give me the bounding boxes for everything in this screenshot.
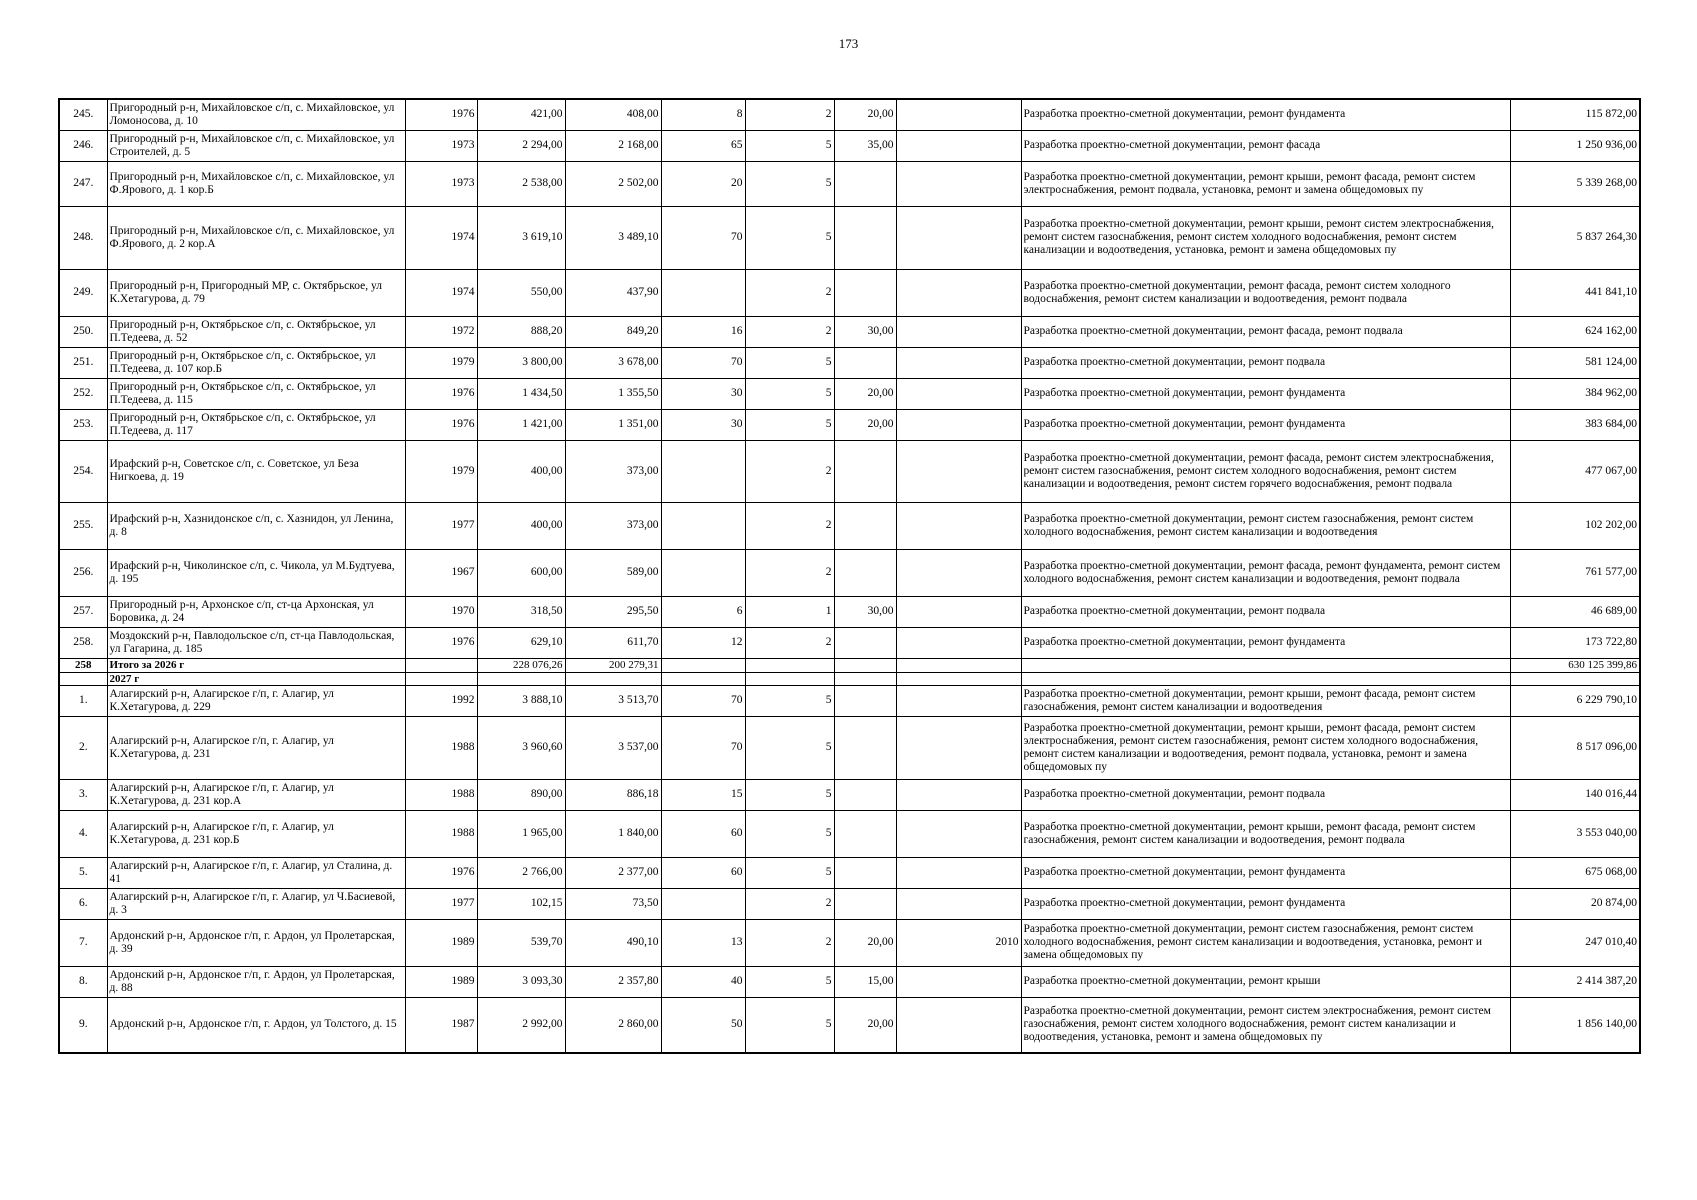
floors-cell: 2 — [745, 888, 834, 919]
overhaul-year-cell — [896, 685, 1021, 716]
area-total-cell: 3 093,30 — [477, 966, 565, 997]
cost-cell: 102 202,00 — [1510, 502, 1640, 549]
residents-cell: 65 — [661, 130, 745, 161]
area-living-cell: 3 678,00 — [565, 347, 661, 378]
residents-cell: 40 — [661, 966, 745, 997]
overhaul-year-cell — [896, 269, 1021, 316]
table-row — [59, 919, 1640, 966]
area-living-cell: 2 377,00 — [565, 857, 661, 888]
year-cell: 1979 — [405, 347, 477, 378]
year-cell: 1987 — [405, 997, 477, 1053]
year-header: 2027 г — [107, 672, 405, 685]
works-cell: Разработка проектно-сметной документации, ремонт систем газоснабжения, ремонт систем холодного водоснабжения, ремонт систем канализации и водоотведения — [1021, 502, 1510, 549]
table-row — [59, 997, 1640, 1053]
area-living-cell: 373,00 — [565, 440, 661, 502]
address-cell: Алагирский р-н, Алагирское г/п, г. Алагир, ул Сталина, д. 41 — [107, 857, 405, 888]
table-row — [59, 888, 1640, 919]
address-cell: Пригородный р-н, Михайловское с/п, с. Михайловское, ул Ф.Ярового, д. 2 кор.А — [107, 206, 405, 269]
residents-cell: 70 — [661, 347, 745, 378]
table-row — [59, 269, 1640, 316]
cost-cell: 115 872,00 — [1510, 99, 1640, 130]
overhaul-year-cell — [896, 810, 1021, 857]
area-living-cell: 1 840,00 — [565, 810, 661, 857]
address-cell: Алагирский р-н, Алагирское г/п, г. Алагир, ул К.Хетагурова, д. 231 кор.А — [107, 779, 405, 810]
total-label: Итого за 2026 г — [107, 658, 405, 672]
table-row — [59, 409, 1640, 440]
area-total-cell: 400,00 — [477, 502, 565, 549]
address-cell: Пригородный р-н, Архонское с/п, ст-ца Архонская, ул Боровика, д. 24 — [107, 596, 405, 627]
overhaul-year-cell — [896, 997, 1021, 1053]
area-total-cell: 550,00 — [477, 269, 565, 316]
area-total-cell: 3 888,10 — [477, 685, 565, 716]
residents-cell: 70 — [661, 716, 745, 779]
area-living-cell: 295,50 — [565, 596, 661, 627]
year-cell: 1976 — [405, 99, 477, 130]
area-total-cell: 890,00 — [477, 779, 565, 810]
year-cell: 1988 — [405, 716, 477, 779]
wear-cell: 35,00 — [834, 130, 896, 161]
area-total-cell: 3 800,00 — [477, 347, 565, 378]
area-total-cell: 2 538,00 — [477, 161, 565, 206]
row-number: 252. — [59, 378, 107, 409]
year-cell: 1973 — [405, 130, 477, 161]
works-cell: Разработка проектно-сметной документации, ремонт крыши, ремонт фасада, ремонт систем электроснабжения, ремонт подвала, установка, ремонт и замена общедомовых пу — [1021, 161, 1510, 206]
address-cell: Алагирский р-н, Алагирское г/п, г. Алагир, ул К.Хетагурова, д. 229 — [107, 685, 405, 716]
overhaul-year-cell — [896, 130, 1021, 161]
overhaul-year-cell — [896, 409, 1021, 440]
row-number: 8. — [59, 966, 107, 997]
works-cell: Разработка проектно-сметной документации, ремонт фасада, ремонт подвала — [1021, 316, 1510, 347]
row-number: 247. — [59, 161, 107, 206]
residents-cell: 20 — [661, 161, 745, 206]
wear-cell: 20,00 — [834, 409, 896, 440]
works-cell: Разработка проектно-сметной документации, ремонт фундамента — [1021, 99, 1510, 130]
residents-cell: 13 — [661, 919, 745, 966]
wear-cell — [834, 888, 896, 919]
year-cell: 1989 — [405, 966, 477, 997]
address-cell: Алагирский р-н, Алагирское г/п, г. Алагир, ул К.Хетагурова, д. 231 — [107, 716, 405, 779]
overhaul-year-cell — [896, 596, 1021, 627]
area-living-cell: 437,90 — [565, 269, 661, 316]
overhaul-year-cell — [896, 440, 1021, 502]
table-row — [59, 347, 1640, 378]
area-living-cell: 373,00 — [565, 502, 661, 549]
row-number: 4. — [59, 810, 107, 857]
cost-cell: 46 689,00 — [1510, 596, 1640, 627]
area-total-cell: 400,00 — [477, 440, 565, 502]
row-number: 256. — [59, 549, 107, 596]
area-total-cell: 421,00 — [477, 99, 565, 130]
address-cell: Пригородный р-н, Октябрьское с/п, с. Октябрьское, ул П.Тедеева, д. 117 — [107, 409, 405, 440]
floors-cell: 5 — [745, 161, 834, 206]
wear-cell — [834, 716, 896, 779]
area-living-cell: 2 860,00 — [565, 997, 661, 1053]
cost-cell: 3 553 040,00 — [1510, 810, 1640, 857]
address-cell: Пригородный р-н, Октябрьское с/п, с. Октябрьское, ул П.Тедеева, д. 107 кор.Б — [107, 347, 405, 378]
area-total-cell: 600,00 — [477, 549, 565, 596]
table-row — [59, 130, 1640, 161]
area-total-cell: 2 294,00 — [477, 130, 565, 161]
table-row — [59, 779, 1640, 810]
area-living-cell: 589,00 — [565, 549, 661, 596]
residents-cell: 50 — [661, 997, 745, 1053]
area-living-cell: 2 502,00 — [565, 161, 661, 206]
table-row — [59, 161, 1640, 206]
area-living-cell: 3 489,10 — [565, 206, 661, 269]
row-number: 3. — [59, 779, 107, 810]
year-cell: 1974 — [405, 269, 477, 316]
cost-cell: 477 067,00 — [1510, 440, 1640, 502]
cost-cell: 441 841,10 — [1510, 269, 1640, 316]
year-cell: 1988 — [405, 810, 477, 857]
table-row — [59, 627, 1640, 658]
row-number: 6. — [59, 888, 107, 919]
area-living-cell: 2 357,80 — [565, 966, 661, 997]
address-cell: Пригородный р-н, Михайловское с/п, с. Михайловское, ул Ломоносова, д. 10 — [107, 99, 405, 130]
cost-cell: 5 837 264,30 — [1510, 206, 1640, 269]
wear-cell: 30,00 — [834, 316, 896, 347]
residents-cell: 12 — [661, 627, 745, 658]
cost-cell: 2 414 387,20 — [1510, 966, 1640, 997]
area-living-cell: 73,50 — [565, 888, 661, 919]
works-cell: Разработка проектно-сметной документации, ремонт фундамента — [1021, 409, 1510, 440]
wear-cell: 30,00 — [834, 596, 896, 627]
works-cell: Разработка проектно-сметной документации, ремонт подвала — [1021, 347, 1510, 378]
area-living-cell: 490,10 — [565, 919, 661, 966]
wear-cell — [834, 347, 896, 378]
overhaul-year-cell — [896, 161, 1021, 206]
floors-cell: 2 — [745, 440, 834, 502]
overhaul-year-cell — [896, 966, 1021, 997]
table-row — [59, 502, 1640, 549]
area-living-cell: 3 537,00 — [565, 716, 661, 779]
table-row — [59, 440, 1640, 502]
area-total-cell: 1 421,00 — [477, 409, 565, 440]
total-number: 258 — [59, 658, 107, 672]
year-cell: 1970 — [405, 596, 477, 627]
cost-cell: 581 124,00 — [1510, 347, 1640, 378]
works-cell: Разработка проектно-сметной документации, ремонт крыши — [1021, 966, 1510, 997]
wear-cell: 20,00 — [834, 99, 896, 130]
area-living-cell: 849,20 — [565, 316, 661, 347]
floors-cell: 2 — [745, 502, 834, 549]
year-cell: 1974 — [405, 206, 477, 269]
year-cell: 1977 — [405, 888, 477, 919]
address-cell: Пригородный р-н, Михайловское с/п, с. Михайловское, ул Ф.Ярового, д. 1 кор.Б — [107, 161, 405, 206]
works-cell: Разработка проектно-сметной документации, ремонт фасада — [1021, 130, 1510, 161]
year-header-row — [59, 672, 1640, 685]
total-cost: 630 125 399,86 — [1510, 658, 1640, 672]
year-cell: 1976 — [405, 378, 477, 409]
overhaul-year-cell — [896, 502, 1021, 549]
floors-cell: 5 — [745, 716, 834, 779]
area-total-cell: 539,70 — [477, 919, 565, 966]
address-cell: Пригородный р-н, Михайловское с/п, с. Михайловское, ул Строителей, д. 5 — [107, 130, 405, 161]
row-number: 257. — [59, 596, 107, 627]
area-total-cell: 629,10 — [477, 627, 565, 658]
cost-cell: 6 229 790,10 — [1510, 685, 1640, 716]
floors-cell: 5 — [745, 130, 834, 161]
wear-cell — [834, 810, 896, 857]
area-total-cell: 2 992,00 — [477, 997, 565, 1053]
year-cell: 1973 — [405, 161, 477, 206]
works-cell: Разработка проектно-сметной документации, ремонт фундамента — [1021, 857, 1510, 888]
year-cell: 1989 — [405, 919, 477, 966]
overhaul-year-cell — [896, 347, 1021, 378]
area-living-cell: 611,70 — [565, 627, 661, 658]
wear-cell — [834, 502, 896, 549]
row-number: 2. — [59, 716, 107, 779]
row-number: 251. — [59, 347, 107, 378]
address-cell: Ардонский р-н, Ардонское г/п, г. Ардон, ул Толстого, д. 15 — [107, 997, 405, 1053]
year-cell: 1988 — [405, 779, 477, 810]
area-total-cell: 102,15 — [477, 888, 565, 919]
residents-cell: 6 — [661, 596, 745, 627]
table-row — [59, 596, 1640, 627]
address-cell: Алагирский р-н, Алагирское г/п, г. Алагир, ул К.Хетагурова, д. 231 кор.Б — [107, 810, 405, 857]
year-cell: 1977 — [405, 502, 477, 549]
address-cell: Ирафский р-н, Советское с/п, с. Советское, ул Беза Нигкоева, д. 19 — [107, 440, 405, 502]
area-living-cell: 3 513,70 — [565, 685, 661, 716]
year-cell: 1992 — [405, 685, 477, 716]
cost-cell: 173 722,80 — [1510, 627, 1640, 658]
floors-cell: 5 — [745, 378, 834, 409]
floors-cell: 5 — [745, 779, 834, 810]
year-cell: 1976 — [405, 627, 477, 658]
address-cell: Ирафский р-н, Чиколинское с/п, с. Чикола, ул М.Будтуева, д. 195 — [107, 549, 405, 596]
wear-cell — [834, 857, 896, 888]
wear-cell — [834, 269, 896, 316]
table-row — [59, 549, 1640, 596]
overhaul-year-cell — [896, 627, 1021, 658]
floors-cell: 2 — [745, 99, 834, 130]
floors-cell: 5 — [745, 997, 834, 1053]
wear-cell: 15,00 — [834, 966, 896, 997]
works-cell: Разработка проектно-сметной документации, ремонт крыши, ремонт фасада, ремонт систем электроснабжения, ремонт систем газоснабжения, ремонт систем холодного водоснабжения, ремонт систем канализации и водоотведения, ремонт подвала, установка, ремонт и замена общедомовых пу — [1021, 716, 1510, 779]
residents-cell — [661, 549, 745, 596]
table-row — [59, 716, 1640, 779]
overhaul-year-cell — [896, 888, 1021, 919]
overhaul-year-cell — [896, 378, 1021, 409]
area-total-cell: 3 960,60 — [477, 716, 565, 779]
area-total-cell: 2 766,00 — [477, 857, 565, 888]
address-cell: Моздокский р-н, Павлодольское с/п, ст-ца Павлодольская, ул Гагарина, д. 185 — [107, 627, 405, 658]
works-cell: Разработка проектно-сметной документации, ремонт крыши, ремонт фасада, ремонт систем газоснабжения, ремонт систем канализации и водоотведения, ремонт подвала — [1021, 810, 1510, 857]
table-row — [59, 810, 1640, 857]
wear-cell — [834, 627, 896, 658]
floors-cell: 5 — [745, 810, 834, 857]
cost-cell: 20 874,00 — [1510, 888, 1640, 919]
floors-cell: 2 — [745, 549, 834, 596]
works-cell: Разработка проектно-сметной документации, ремонт крыши, ремонт фасада, ремонт систем газоснабжения, ремонт систем канализации и водоотведения — [1021, 685, 1510, 716]
overhaul-year-cell — [896, 549, 1021, 596]
year-cell: 1976 — [405, 409, 477, 440]
address-cell: Ирафский р-н, Хазнидонское с/п, с. Хазнидон, ул Ленина, д. 8 — [107, 502, 405, 549]
year-cell: 1976 — [405, 857, 477, 888]
residents-cell: 30 — [661, 378, 745, 409]
wear-cell — [834, 549, 896, 596]
cost-cell: 624 162,00 — [1510, 316, 1640, 347]
residents-cell: 60 — [661, 857, 745, 888]
wear-cell — [834, 685, 896, 716]
wear-cell: 20,00 — [834, 919, 896, 966]
cost-cell: 140 016,44 — [1510, 779, 1640, 810]
wear-cell — [834, 161, 896, 206]
row-number: 249. — [59, 269, 107, 316]
cost-cell: 247 010,40 — [1510, 919, 1640, 966]
total-row — [59, 658, 1640, 672]
row-number: 248. — [59, 206, 107, 269]
table-row — [59, 966, 1640, 997]
address-cell: Ардонский р-н, Ардонское г/п, г. Ардон, ул Пролетарская, д. 39 — [107, 919, 405, 966]
cost-cell: 761 577,00 — [1510, 549, 1640, 596]
overhaul-year-cell — [896, 857, 1021, 888]
address-cell: Алагирский р-н, Алагирское г/п, г. Алагир, ул Ч.Басиевой, д. 3 — [107, 888, 405, 919]
area-living-cell: 2 168,00 — [565, 130, 661, 161]
address-cell: Ардонский р-н, Ардонское г/п, г. Ардон, ул Пролетарская, д. 88 — [107, 966, 405, 997]
floors-cell: 2 — [745, 316, 834, 347]
area-total-cell: 1 434,50 — [477, 378, 565, 409]
row-number: 5. — [59, 857, 107, 888]
residents-cell: 8 — [661, 99, 745, 130]
table-row — [59, 316, 1640, 347]
floors-cell: 5 — [745, 857, 834, 888]
residents-cell — [661, 502, 745, 549]
area-living-cell: 408,00 — [565, 99, 661, 130]
year-cell: 1972 — [405, 316, 477, 347]
wear-cell: 20,00 — [834, 997, 896, 1053]
overhaul-year-cell — [896, 316, 1021, 347]
row-number: 250. — [59, 316, 107, 347]
residents-cell: 30 — [661, 409, 745, 440]
area-total-cell: 3 619,10 — [477, 206, 565, 269]
cost-cell: 1 856 140,00 — [1510, 997, 1640, 1053]
floors-cell: 5 — [745, 409, 834, 440]
floors-cell: 2 — [745, 269, 834, 316]
works-cell: Разработка проектно-сметной документации, ремонт фундамента — [1021, 627, 1510, 658]
table-row — [59, 378, 1640, 409]
residents-cell: 70 — [661, 206, 745, 269]
cost-cell: 5 339 268,00 — [1510, 161, 1640, 206]
floors-cell: 5 — [745, 966, 834, 997]
wear-cell — [834, 440, 896, 502]
cost-cell: 383 684,00 — [1510, 409, 1640, 440]
table-row — [59, 857, 1640, 888]
address-cell: Пригородный р-н, Октябрьское с/п, с. Октябрьское, ул П.Тедеева, д. 115 — [107, 378, 405, 409]
works-cell: Разработка проектно-сметной документации, ремонт фундамента — [1021, 888, 1510, 919]
overhaul-table — [58, 98, 1641, 1054]
works-cell: Разработка проектно-сметной документации, ремонт фундамента — [1021, 378, 1510, 409]
row-number: 7. — [59, 919, 107, 966]
floors-cell: 5 — [745, 347, 834, 378]
works-cell: Разработка проектно-сметной документации, ремонт фасада, ремонт систем электроснабжения, ремонт систем газоснабжения, ремонт систем холодного водоснабжения, ремонт систем канализации и водоотведения, ремонт систем горячего водоснабжения, ремонт подвала — [1021, 440, 1510, 502]
residents-cell: 70 — [661, 685, 745, 716]
wear-cell — [834, 206, 896, 269]
page-number: 173 — [838, 36, 859, 51]
residents-cell: 16 — [661, 316, 745, 347]
table-row — [59, 99, 1640, 130]
residents-cell — [661, 440, 745, 502]
row-number: 9. — [59, 997, 107, 1053]
row-number: 245. — [59, 99, 107, 130]
total-area-living: 200 279,31 — [565, 658, 661, 672]
year-cell: 1979 — [405, 440, 477, 502]
floors-cell: 1 — [745, 596, 834, 627]
row-number: 255. — [59, 502, 107, 549]
cost-cell: 675 068,00 — [1510, 857, 1640, 888]
year-cell: 1967 — [405, 549, 477, 596]
floors-cell: 5 — [745, 206, 834, 269]
table-row — [59, 685, 1640, 716]
works-cell: Разработка проектно-сметной документации, ремонт систем электроснабжения, ремонт систем газоснабжения, ремонт систем холодного водоснабжения, ремонт систем канализации и водоотведения, установка, ремонт и замена общедомовых пу — [1021, 997, 1510, 1053]
overhaul-year-cell: 2010 — [896, 919, 1021, 966]
area-total-cell: 888,20 — [477, 316, 565, 347]
area-living-cell: 1 355,50 — [565, 378, 661, 409]
residents-cell: 60 — [661, 810, 745, 857]
area-living-cell: 1 351,00 — [565, 409, 661, 440]
overhaul-year-cell — [896, 716, 1021, 779]
row-number: 246. — [59, 130, 107, 161]
works-cell: Разработка проектно-сметной документации, ремонт подвала — [1021, 779, 1510, 810]
row-number: 253. — [59, 409, 107, 440]
wear-cell: 20,00 — [834, 378, 896, 409]
row-number: 258. — [59, 627, 107, 658]
works-cell: Разработка проектно-сметной документации, ремонт подвала — [1021, 596, 1510, 627]
area-total-cell: 1 965,00 — [477, 810, 565, 857]
address-cell: Пригородный р-н, Октябрьское с/п, с. Октябрьское, ул П.Тедеева, д. 52 — [107, 316, 405, 347]
overhaul-year-cell — [896, 779, 1021, 810]
residents-cell — [661, 888, 745, 919]
floors-cell: 5 — [745, 685, 834, 716]
works-cell: Разработка проектно-сметной документации, ремонт систем газоснабжения, ремонт систем холодного водоснабжения, ремонт систем канализации и водоотведения, установка, ремонт и замена общедомовых пу — [1021, 919, 1510, 966]
floors-cell: 2 — [745, 919, 834, 966]
cost-cell: 1 250 936,00 — [1510, 130, 1640, 161]
residents-cell: 15 — [661, 779, 745, 810]
cost-cell: 8 517 096,00 — [1510, 716, 1640, 779]
wear-cell — [834, 779, 896, 810]
total-area-total: 228 076,26 — [477, 658, 565, 672]
residents-cell — [661, 269, 745, 316]
row-number: 254. — [59, 440, 107, 502]
table-row — [59, 206, 1640, 269]
works-cell: Разработка проектно-сметной документации, ремонт фасада, ремонт систем холодного водоснабжения, ремонт систем канализации и водоотведения, ремонт подвала — [1021, 269, 1510, 316]
address-cell: Пригородный р-н, Пригородный МР, с. Октябрьское, ул К.Хетагурова, д. 79 — [107, 269, 405, 316]
works-cell: Разработка проектно-сметной документации, ремонт фасада, ремонт фундамента, ремонт систем холодного водоснабжения, ремонт систем канализации и водоотведения, ремонт подвала — [1021, 549, 1510, 596]
area-living-cell: 886,18 — [565, 779, 661, 810]
row-number: 1. — [59, 685, 107, 716]
cost-cell: 384 962,00 — [1510, 378, 1640, 409]
floors-cell: 2 — [745, 627, 834, 658]
works-cell: Разработка проектно-сметной документации, ремонт крыши, ремонт систем электроснабжения, ремонт систем газоснабжения, ремонт систем холодного водоснабжения, ремонт систем канализации и водоотведения, установка, ремонт и замена общедомовых пу — [1021, 206, 1510, 269]
overhaul-year-cell — [896, 99, 1021, 130]
overhaul-year-cell — [896, 206, 1021, 269]
area-total-cell: 318,50 — [477, 596, 565, 627]
